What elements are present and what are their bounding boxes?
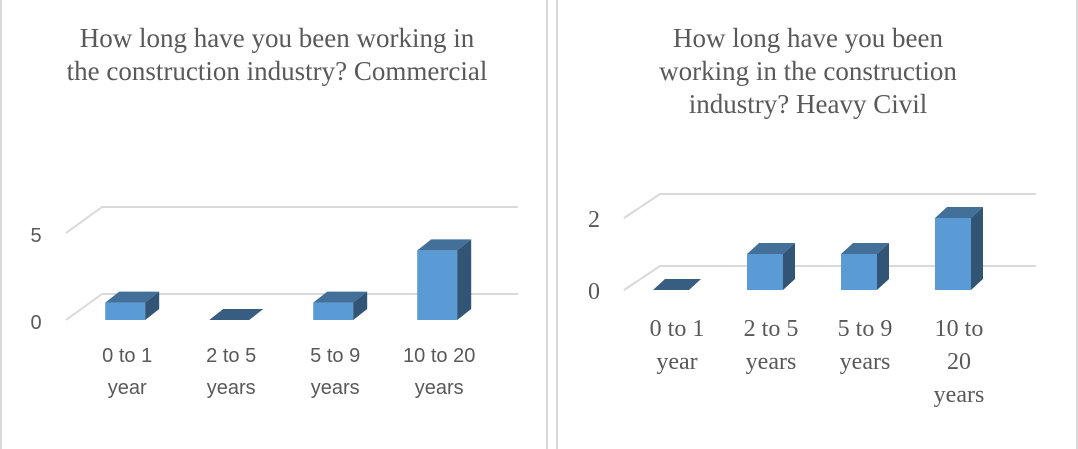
bar — [105, 303, 145, 320]
x-tick-label: 0 to 1 — [649, 316, 705, 342]
x-tick-label: year — [107, 377, 147, 399]
x-tick-label: year — [656, 349, 698, 375]
x-tick-label: years — [310, 377, 360, 399]
bar — [417, 250, 457, 320]
chart-title-heavy-civil: How long have you been working in the construction industry? Heavy Civil — [659, 23, 957, 119]
x-tick-label: years — [933, 382, 985, 408]
bar-side — [457, 239, 471, 320]
x-tick-label: 2 to 5 — [743, 316, 799, 342]
x-tick-label: 2 to 5 — [206, 345, 257, 367]
bar — [841, 254, 877, 290]
y-tick-label: 0 — [588, 279, 600, 305]
x-tick-label: 10 to 20 — [403, 345, 476, 367]
x-tick-label: 20 — [947, 349, 971, 375]
chart-heavy-civil-plot — [558, 0, 1078, 449]
bar — [747, 254, 783, 290]
x-tick-label: 5 to 9 — [837, 316, 893, 342]
chart-commercial-plot — [2, 0, 550, 449]
bar-side — [971, 207, 983, 290]
bar — [935, 218, 971, 290]
y-tick-label: 2 — [588, 207, 600, 233]
x-tick-label: years — [839, 349, 891, 375]
chart-title-commercial: How long have you been working in the construction industry? Commercial — [66, 23, 488, 86]
bar-top — [653, 279, 701, 290]
bar-top — [209, 309, 263, 320]
x-tick-label: years — [745, 349, 797, 375]
x-tick-label: 0 to 1 — [102, 345, 153, 367]
x-tick-label: 10 to — [934, 316, 984, 342]
x-tick-label: years — [414, 377, 464, 399]
bar — [313, 303, 353, 320]
x-tick-label: 5 to 9 — [310, 345, 361, 367]
x-tick-label: years — [206, 377, 256, 399]
y-tick-label: 0 — [30, 312, 42, 334]
chart-heavy-civil — [556, 0, 1078, 449]
y-tick-label: 5 — [30, 225, 42, 247]
gridline — [66, 207, 518, 233]
